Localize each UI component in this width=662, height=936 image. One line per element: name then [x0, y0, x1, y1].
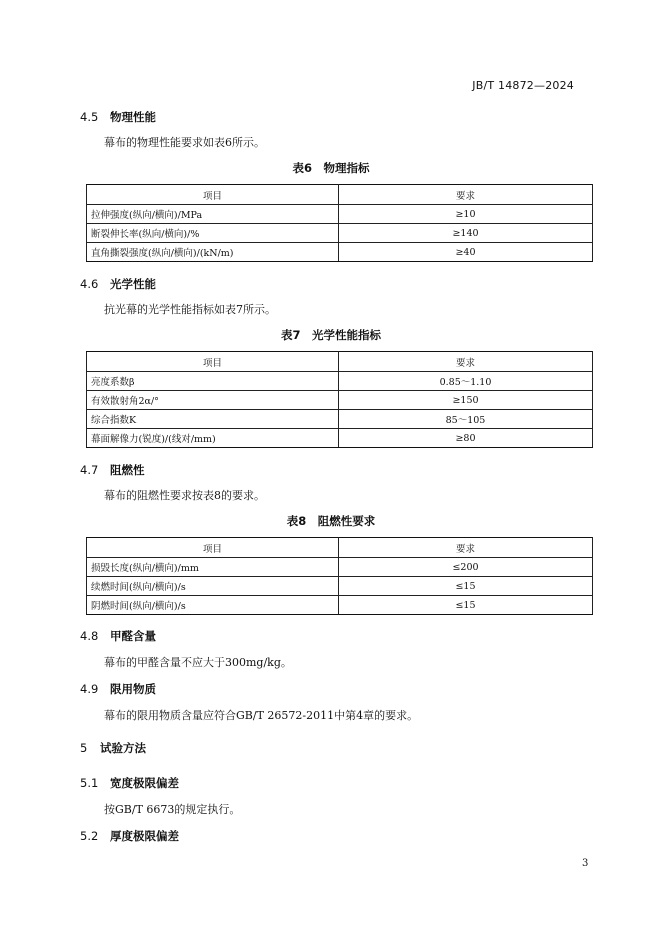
paragraph-4-5: 幕布的物理性能要求如表6所示。	[104, 136, 265, 149]
section-heading-4-8	[80, 628, 156, 644]
section-heading-4-6	[80, 276, 156, 292]
section-title: 阻燃性	[110, 463, 145, 477]
column-header-requirement: 要求	[339, 352, 593, 372]
item-cell: 续燃时间(纵向/横向)/s	[87, 577, 339, 596]
item-cell: 损毁长度(纵向/横向)/mm	[87, 558, 339, 577]
section-number: 5.2	[80, 829, 99, 843]
item-cell: 综合指数K	[87, 410, 339, 429]
section-title: 试验方法	[100, 741, 146, 755]
table-row	[87, 577, 593, 596]
section-heading-5-2	[80, 828, 179, 844]
item-cell: 直角撕裂强度(纵向/横向)/(kN/m)	[87, 243, 339, 262]
section-number: 4.9	[80, 682, 99, 696]
column-header-item: 项目	[87, 185, 339, 205]
table-header-row	[87, 538, 593, 558]
requirement-cell: ≥40	[339, 243, 593, 262]
requirement-cell: 85～105	[339, 410, 593, 429]
table-row	[87, 224, 593, 243]
section-heading-5-1	[80, 775, 179, 791]
page-number: 3	[582, 858, 589, 869]
section-title: 物理性能	[110, 110, 156, 124]
requirement-cell: ≥150	[339, 391, 593, 410]
item-cell: 有效散射角2α/°	[87, 391, 339, 410]
table-row	[87, 391, 593, 410]
section-heading-4-9	[80, 681, 156, 697]
table-row	[87, 410, 593, 429]
section-heading-4-5	[80, 109, 156, 125]
table-row	[87, 429, 593, 448]
table-row	[87, 243, 593, 262]
requirement-cell: ≤15	[339, 596, 593, 615]
section-title: 甲醛含量	[110, 629, 156, 643]
table-6	[86, 184, 593, 262]
item-cell: 幕面解像力(锐度)/(线对/mm)	[87, 429, 339, 448]
paragraph-4-6: 抗光幕的光学性能指标如表7所示。	[104, 303, 276, 316]
paragraph-5-1: 按GB/T 6673的规定执行。	[104, 803, 241, 816]
item-cell: 亮度系数β	[87, 372, 339, 391]
paragraph-4-7: 幕布的阻燃性要求按表8的要求。	[104, 489, 265, 502]
table-row	[87, 596, 593, 615]
paragraph-4-9: 幕布的限用物质含量应符合GB/T 26572-2011中第4章的要求。	[104, 709, 419, 722]
section-title: 光学性能	[110, 277, 156, 291]
column-header-requirement: 要求	[339, 185, 593, 205]
section-heading-4-7	[80, 462, 145, 478]
section-title: 宽度极限偏差	[110, 776, 179, 790]
item-cell: 阴燃时间(纵向/横向)/s	[87, 596, 339, 615]
requirement-cell: ≥80	[339, 429, 593, 448]
requirement-cell: ≥10	[339, 205, 593, 224]
section-number: 5	[80, 741, 88, 755]
requirement-cell: ≥140	[339, 224, 593, 243]
column-header-requirement: 要求	[339, 538, 593, 558]
table-row	[87, 205, 593, 224]
section-number: 4.5	[80, 110, 99, 124]
section-heading-5	[80, 740, 146, 756]
item-cell: 拉伸强度(纵向/横向)/MPa	[87, 205, 339, 224]
section-title: 限用物质	[110, 682, 156, 696]
item-cell: 断裂伸长率(纵向/横向)/%	[87, 224, 339, 243]
column-header-item: 项目	[87, 538, 339, 558]
table-8	[86, 537, 593, 615]
section-number: 4.7	[80, 463, 99, 477]
table-header-row	[87, 185, 593, 205]
requirement-cell: ≤15	[339, 577, 593, 596]
column-header-item: 项目	[87, 352, 339, 372]
section-number: 4.8	[80, 629, 99, 643]
table-7	[86, 351, 593, 448]
section-title: 厚度极限偏差	[110, 829, 179, 843]
table-row	[87, 558, 593, 577]
section-number: 4.6	[80, 277, 99, 291]
table-6-caption: 表6 物理指标	[292, 161, 370, 175]
requirement-cell: ≤200	[339, 558, 593, 577]
table-header-row	[87, 352, 593, 372]
requirement-cell: 0.85～1.10	[339, 372, 593, 391]
table-7-caption: 表7 光学性能指标	[280, 328, 381, 342]
table-row	[87, 372, 593, 391]
section-number: 5.1	[80, 776, 99, 790]
paragraph-4-8: 幕布的甲醛含量不应大于300mg/kg。	[104, 656, 292, 669]
table-8-caption: 表8 阻燃性要求	[286, 514, 376, 528]
document-id: JB/T 14872—2024	[472, 79, 574, 92]
